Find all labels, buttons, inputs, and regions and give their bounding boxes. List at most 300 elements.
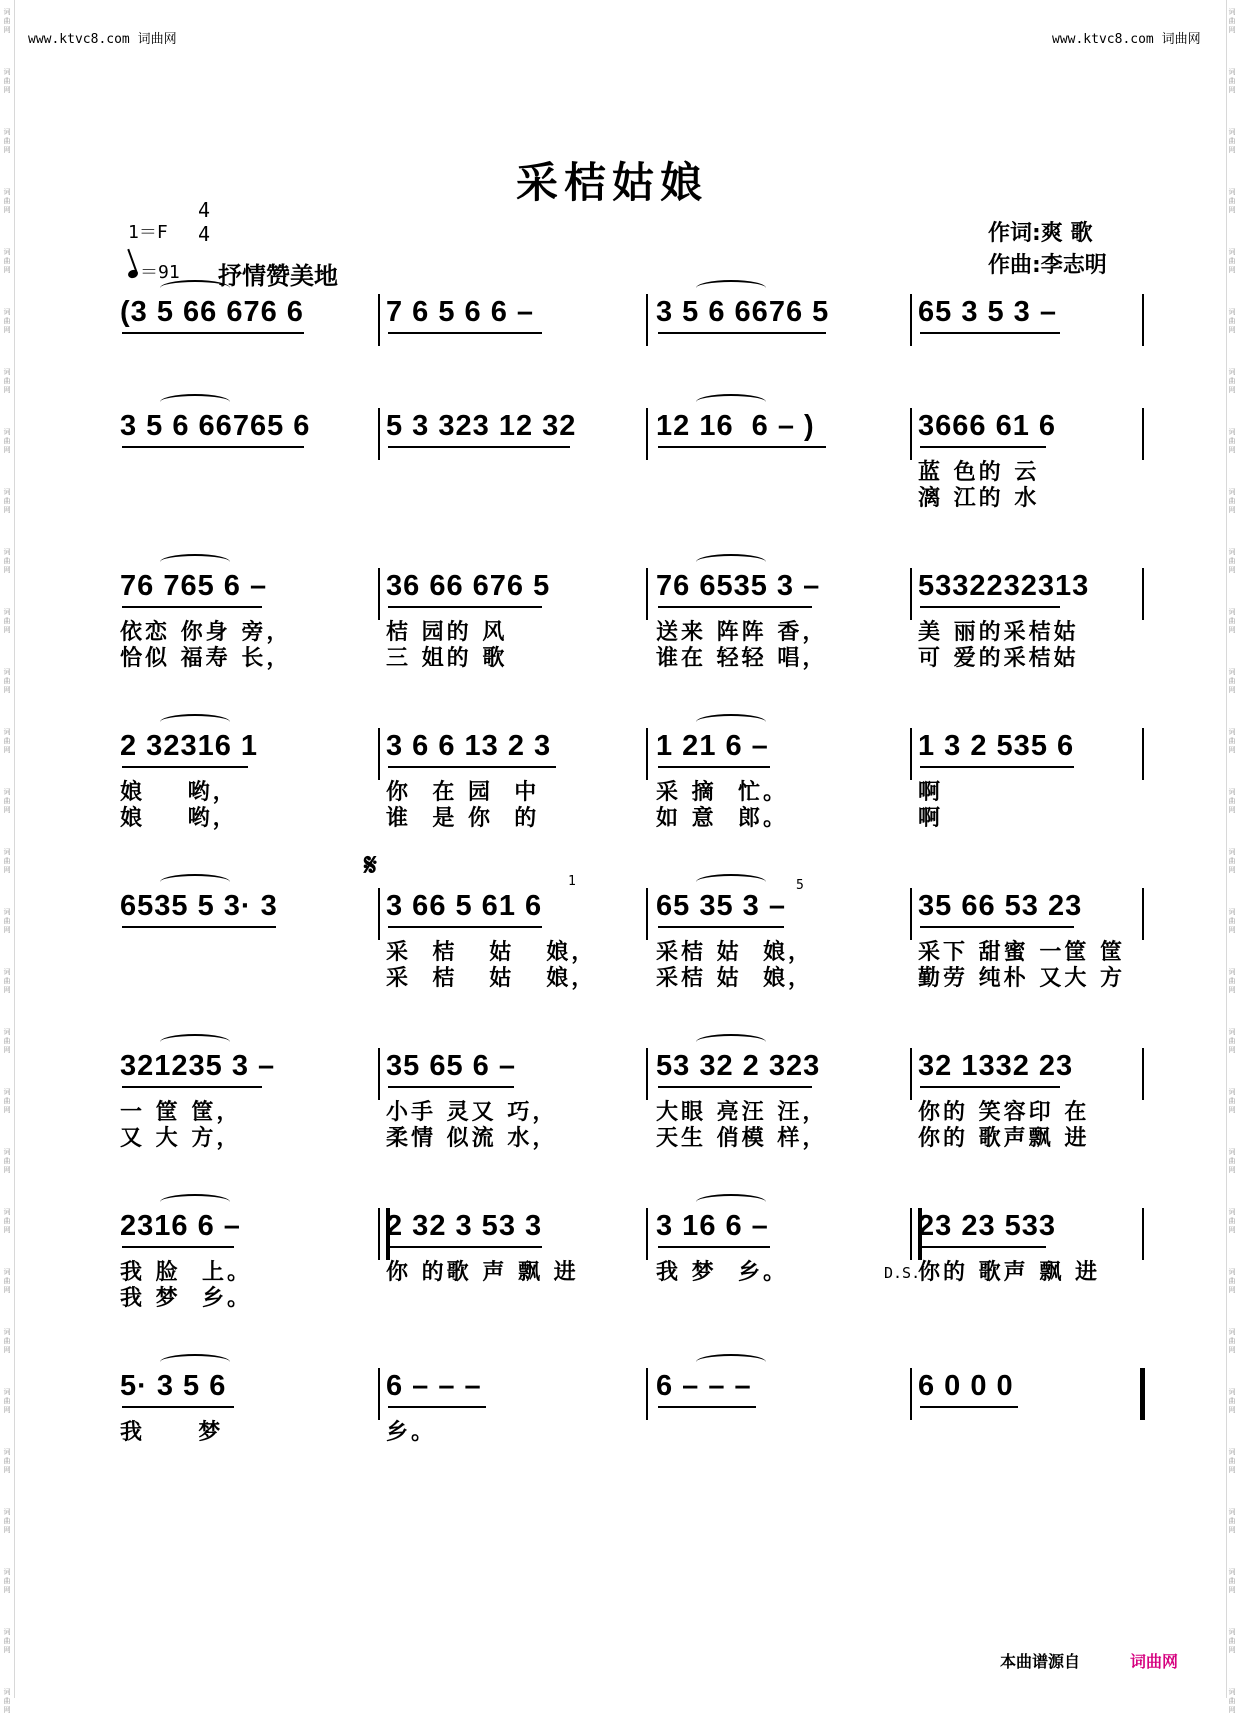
watermark-glyph: 曲 (1228, 797, 1236, 805)
watermark-glyph: 词 (3, 728, 11, 736)
watermark-glyph: 曲 (1228, 77, 1236, 85)
watermark-glyph: 曲 (1228, 1517, 1236, 1525)
lyric-line-2: 勤劳 纯朴 又大 方 (918, 966, 1125, 991)
score-row (0, 890, 1224, 1030)
beam-underline (122, 332, 304, 334)
barline (646, 294, 648, 346)
watermark-glyph: 词 (1228, 248, 1236, 256)
watermark-glyph: 网 (3, 1586, 11, 1594)
watermark-glyph: 曲 (3, 77, 11, 85)
watermark-glyph: 曲 (1228, 977, 1236, 985)
beam-underline (920, 1246, 1046, 1248)
watermark-glyph: 网 (1228, 986, 1236, 994)
watermark-glyph: 词 (3, 608, 11, 616)
watermark-glyph: 曲 (1228, 257, 1236, 265)
watermark-glyph: 词 (1228, 188, 1236, 196)
beam-underline (388, 1246, 542, 1248)
barline (1142, 408, 1144, 460)
segno-sign: 𝄋 (364, 848, 377, 883)
watermark-glyph: 曲 (3, 857, 11, 865)
watermark-glyph: 曲 (3, 197, 11, 205)
composer-credit: 作曲:李志明 (988, 253, 1107, 278)
slur-arc (696, 1034, 766, 1050)
measure-notes: 32 1332 23 (918, 1050, 1074, 1082)
slur-arc (160, 1194, 230, 1210)
watermark-glyph: 曲 (1228, 437, 1236, 445)
score-row (0, 1050, 1224, 1190)
watermark-glyph: 曲 (1228, 557, 1236, 565)
watermark-glyph: 曲 (1228, 497, 1236, 505)
lyric-line-1: 我 梦 乡。 (656, 1260, 788, 1285)
barline (910, 294, 912, 346)
barline (910, 568, 912, 620)
lyric-line-1: 你 的歌 声 飘 进 (386, 1260, 579, 1285)
watermark-glyph: 网 (1228, 1526, 1236, 1534)
key-signature: 1＝F (128, 222, 168, 243)
watermark-glyph: 曲 (1228, 1577, 1236, 1585)
beam-underline (920, 926, 1074, 928)
watermark-glyph: 网 (1228, 1586, 1236, 1594)
measure-notes: 3 6 6 13 2 3 (386, 730, 552, 762)
watermark-glyph: 网 (1228, 326, 1236, 334)
beam-underline (920, 766, 1074, 768)
measure-notes: 5332232313 (918, 570, 1090, 602)
beam-underline (658, 926, 784, 928)
lyric-line-1: 采桔 姑 娘， (656, 940, 813, 965)
watermark-glyph: 曲 (3, 557, 11, 565)
barline (378, 294, 380, 346)
measure-notes: 1 21 6 – (656, 730, 769, 762)
beam-underline (388, 766, 556, 768)
watermark-glyph: 网 (1228, 746, 1236, 754)
measure-notes: 2 32316 1 (120, 730, 259, 762)
expression-marking: 抒情赞美地 (218, 262, 338, 290)
watermark-glyph: 曲 (1228, 1037, 1236, 1045)
watermark-glyph: 曲 (1228, 17, 1236, 25)
barline (1142, 888, 1144, 940)
watermark-glyph: 网 (1228, 1406, 1236, 1414)
watermark-glyph: 词 (3, 428, 11, 436)
watermark-glyph: 词 (1228, 488, 1236, 496)
watermark-glyph: 曲 (1228, 197, 1236, 205)
watermark-glyph: 网 (3, 146, 11, 154)
slur-arc (160, 280, 230, 296)
watermark-glyph: 网 (3, 1166, 11, 1174)
watermark-glyph: 词 (1228, 1568, 1236, 1576)
watermark-glyph: 网 (3, 1226, 11, 1234)
watermark-glyph: 词 (1228, 1628, 1236, 1636)
barline (1142, 568, 1144, 620)
score-row (0, 570, 1224, 710)
watermark-glyph: 网 (3, 1406, 11, 1414)
watermark-glyph: 网 (3, 686, 11, 694)
watermark-glyph: 网 (1228, 266, 1236, 274)
footer-brand-link[interactable]: 词曲网 (1130, 1652, 1179, 1671)
slur-arc (160, 874, 230, 890)
slur-arc (696, 554, 766, 570)
watermark-glyph: 曲 (1228, 917, 1236, 925)
watermark-glyph: 网 (1228, 1166, 1236, 1174)
lyric-line-2: 如 意 郎。 (656, 806, 788, 831)
watermark-glyph: 曲 (3, 1697, 11, 1705)
measure-notes: 2 32 3 53 3 (386, 1210, 543, 1242)
lyric-line-1: 你 在 园 中 (386, 780, 540, 805)
watermark-glyph: 网 (1228, 1346, 1236, 1354)
beam-underline (122, 926, 276, 928)
watermark-glyph: 词 (3, 1388, 11, 1396)
watermark-glyph: 曲 (3, 1037, 11, 1045)
watermark-glyph: 词 (3, 1028, 11, 1036)
watermark-glyph: 曲 (3, 1337, 11, 1345)
watermark-glyph: 词 (1228, 608, 1236, 616)
watermark-glyph: 词 (1228, 128, 1236, 136)
lyric-line-2: 谁 是 你 的 (386, 806, 540, 831)
watermark-glyph: 网 (1228, 1286, 1236, 1294)
watermark-glyph: 曲 (3, 677, 11, 685)
watermark-glyph: 曲 (3, 617, 11, 625)
barline (646, 568, 648, 620)
watermark-glyph: 曲 (3, 437, 11, 445)
barline (910, 408, 912, 460)
watermark-glyph: 词 (3, 1508, 11, 1516)
barline (646, 728, 648, 780)
watermark-glyph: 曲 (1228, 1697, 1236, 1705)
lyric-line-2: 采桔 姑 娘， (656, 966, 813, 991)
volta-mark-1: 1 (568, 874, 576, 889)
beam-underline (122, 606, 262, 608)
volta-mark-2: 5 (796, 878, 804, 893)
barline (378, 728, 380, 780)
barline (646, 408, 648, 460)
watermark-glyph: 曲 (3, 917, 11, 925)
time-signature: 4 4 (198, 198, 211, 246)
watermark-glyph: 曲 (3, 1097, 11, 1105)
lyric-line-1: 啊 (918, 780, 944, 805)
watermark-glyph: 曲 (1228, 1637, 1236, 1645)
watermark-glyph: 网 (1228, 926, 1236, 934)
watermark-glyph: 曲 (3, 1637, 11, 1645)
score-row (0, 410, 1224, 550)
watermark-glyph: 曲 (1228, 1397, 1236, 1405)
lyric-line-2: 娘 哟， (120, 806, 238, 831)
lyric-line-2: 谁在 轻轻 唱， (656, 646, 828, 671)
barline (378, 568, 380, 620)
watermark-glyph: 词 (3, 68, 11, 76)
watermark-glyph: 网 (3, 1106, 11, 1114)
watermark-glyph: 曲 (1228, 617, 1236, 625)
barline (378, 1048, 380, 1100)
lyric-line-2: 柔情 似流 水， (386, 1126, 558, 1151)
watermark-glyph: 曲 (3, 1217, 11, 1225)
watermark-glyph: 网 (1228, 1646, 1236, 1654)
watermark-glyph: 网 (1228, 146, 1236, 154)
measure-notes: 35 66 53 23 (918, 890, 1083, 922)
lyric-line-1: 你的 歌声 飘 进 (918, 1260, 1100, 1285)
watermark-glyph: 词 (1228, 908, 1236, 916)
lyric-line-1: 娘 哟， (120, 780, 238, 805)
watermark-glyph: 网 (3, 566, 11, 574)
beam-underline (122, 1406, 234, 1408)
watermark-glyph: 网 (1228, 686, 1236, 694)
watermark-glyph: 词 (3, 8, 11, 16)
beam-underline (658, 446, 826, 448)
barline (1142, 1208, 1144, 1260)
watermark-glyph: 曲 (3, 317, 11, 325)
lyric-line-2: 啊 (918, 806, 944, 831)
lyric-line-1: 一 筐 筐， (120, 1100, 242, 1125)
beam-underline (388, 446, 570, 448)
footer-source: 本曲谱源自 词曲网 (1000, 1652, 1179, 1671)
lyric-line-2: 采 桔 姑 娘， (386, 966, 597, 991)
watermark-glyph: 网 (3, 446, 11, 454)
measure-notes: 3 5 6 6676 5 (656, 296, 830, 328)
watermark-glyph: 词 (1228, 848, 1236, 856)
watermark-glyph: 词 (3, 1088, 11, 1096)
watermark-glyph: 网 (1228, 206, 1236, 214)
watermark-glyph: 词 (3, 128, 11, 136)
watermark-glyph: 曲 (3, 1457, 11, 1465)
watermark-glyph: 词 (3, 1568, 11, 1576)
measure-notes: 35 65 6 – (386, 1050, 516, 1082)
watermark-glyph: 曲 (1228, 377, 1236, 385)
watermark-glyph: 网 (3, 1046, 11, 1054)
watermark-glyph: 曲 (3, 1157, 11, 1165)
lyric-line-2: 漓 江的 水 (918, 486, 1040, 511)
lyric-line-1: 你的 笑容印 在 (918, 1100, 1090, 1125)
lyricist-credit: 作词:爽 歌 (988, 221, 1093, 246)
watermark-glyph: 网 (3, 506, 11, 514)
lyric-line-1: 送来 阵阵 香， (656, 620, 828, 645)
watermark-glyph: 网 (1228, 866, 1236, 874)
watermark-glyph: 词 (3, 788, 11, 796)
measure-notes: 6 – – – (386, 1370, 482, 1402)
watermark-glyph: 词 (3, 308, 11, 316)
song-title: 采桔姑娘 (515, 158, 708, 207)
watermark-glyph: 词 (3, 968, 11, 976)
barline (1138, 1368, 1145, 1420)
watermark-glyph: 词 (1228, 368, 1236, 376)
watermark-glyph: 网 (3, 806, 11, 814)
slur-arc (696, 874, 766, 890)
lyric-line-1: 依恋 你身 旁， (120, 620, 292, 645)
watermark-glyph: 曲 (3, 737, 11, 745)
beam-underline (122, 766, 248, 768)
watermark-glyph: 词 (3, 1328, 11, 1336)
watermark-glyph: 曲 (3, 257, 11, 265)
measure-notes: 3 66 5 61 6 (386, 890, 543, 922)
lyric-line-2: 三 姐的 歌 (386, 646, 508, 671)
watermark-glyph: 网 (3, 266, 11, 274)
lyric-line-1: 小手 灵又 巧， (386, 1100, 558, 1125)
watermark-glyph: 词 (1228, 1508, 1236, 1516)
slur-arc (160, 394, 230, 410)
measure-notes: 65 35 3 – (656, 890, 786, 922)
watermark-glyph: 网 (1228, 626, 1236, 634)
barline (646, 1208, 648, 1260)
lyric-line-1: 大眼 亮汪 汪， (656, 1100, 828, 1125)
watermark-glyph: 网 (3, 326, 11, 334)
barline (910, 888, 912, 940)
watermark-glyph: 词 (3, 1628, 11, 1636)
measure-notes: 2316 6 – (120, 1210, 241, 1242)
watermark-glyph: 曲 (3, 377, 11, 385)
lyric-line-2: 天生 俏模 样， (656, 1126, 828, 1151)
barline (378, 888, 380, 940)
barline (378, 408, 380, 460)
slur-arc (696, 1194, 766, 1210)
tempo-marking: ＝91 (128, 258, 180, 284)
watermark-glyph: 网 (3, 626, 11, 634)
lyric-line-2: 可 爱的采桔姑 (918, 646, 1079, 671)
watermark-glyph: 网 (3, 1526, 11, 1534)
watermark-glyph: 曲 (1228, 1457, 1236, 1465)
watermark-glyph: 曲 (1228, 857, 1236, 865)
watermark-glyph: 网 (3, 386, 11, 394)
watermark-glyph: 网 (1228, 86, 1236, 94)
watermark-glyph: 词 (1228, 308, 1236, 316)
slur-arc (696, 394, 766, 410)
header-url-right[interactable]: www.ktvc8.com 词曲网 (1052, 32, 1201, 47)
watermark-glyph: 网 (3, 1286, 11, 1294)
barline (1142, 294, 1144, 346)
lyric-line-1: 采 桔 姑 娘， (386, 940, 597, 965)
watermark-glyph: 网 (1228, 1046, 1236, 1054)
measure-notes: 6535 5 3· 3 (120, 890, 278, 922)
watermark-glyph: 曲 (3, 137, 11, 145)
watermark-glyph: 网 (3, 746, 11, 754)
header-url-left[interactable]: www.ktvc8.com 词曲网 (28, 32, 177, 47)
watermark-glyph: 网 (1228, 806, 1236, 814)
beam-underline (920, 332, 1060, 334)
lyric-line-1: 蓝 色的 云 (918, 460, 1040, 485)
watermark-glyph: 网 (1228, 386, 1236, 394)
watermark-glyph: 词 (3, 548, 11, 556)
watermark-glyph: 曲 (1228, 317, 1236, 325)
watermark-glyph: 词 (3, 188, 11, 196)
lyric-line-1: 我 脸 上。 (120, 1260, 252, 1285)
barline (646, 1048, 648, 1100)
barline (1142, 1048, 1144, 1100)
watermark-glyph: 词 (1228, 428, 1236, 436)
measure-notes: 5· 3 5 6 (120, 1370, 227, 1402)
quarter-note-icon (127, 269, 139, 280)
measure-notes: 321235 3 – (120, 1050, 276, 1082)
score-row (0, 1210, 1224, 1350)
watermark-glyph: 网 (3, 986, 11, 994)
watermark-glyph: 词 (3, 368, 11, 376)
watermark-glyph: 词 (1228, 1208, 1236, 1216)
watermark-glyph: 词 (1228, 1148, 1236, 1156)
measure-notes: 6 – – – (656, 1370, 752, 1402)
measure-notes: 12 16 6 – ) (656, 410, 815, 442)
lyric-line-1: 我 梦 (120, 1420, 224, 1445)
watermark-glyph: 词 (3, 848, 11, 856)
lyric-line-1: 桔 园的 风 (386, 620, 508, 645)
watermark-glyph: 曲 (1228, 1097, 1236, 1105)
watermark-glyph: 曲 (3, 1277, 11, 1285)
watermark-glyph: 词 (1228, 1028, 1236, 1036)
measure-notes: 76 765 6 – (120, 570, 268, 602)
beam-underline (122, 1086, 262, 1088)
beam-underline (658, 332, 826, 334)
watermark-glyph: 网 (3, 866, 11, 874)
watermark-glyph: 网 (1228, 1226, 1236, 1234)
watermark-glyph: 网 (3, 1646, 11, 1654)
barline (910, 728, 912, 780)
watermark-glyph: 曲 (3, 977, 11, 985)
watermark-glyph: 曲 (1228, 1157, 1236, 1165)
measure-notes: 3 5 6 66765 6 (120, 410, 311, 442)
watermark-glyph: 网 (1228, 26, 1236, 34)
beam-underline (388, 926, 542, 928)
watermark-glyph: 网 (3, 206, 11, 214)
measure-notes: (3 5 66 676 6 (120, 296, 304, 328)
slur-arc (160, 1034, 230, 1050)
watermark-glyph: 网 (1228, 1466, 1236, 1474)
watermark-glyph: 词 (1228, 1388, 1236, 1396)
barline (910, 1048, 912, 1100)
slur-arc (160, 1354, 230, 1370)
lyric-line-1: 采 摘 忙。 (656, 780, 788, 805)
watermark-glyph: 词 (3, 1268, 11, 1276)
measure-notes: 23 23 533 (918, 1210, 1057, 1242)
measure-notes: 6 0 0 0 (918, 1370, 1014, 1402)
slur-arc (696, 714, 766, 730)
watermark-glyph: 词 (1228, 548, 1236, 556)
measure-notes: 53 32 2 323 (656, 1050, 821, 1082)
beam-underline (658, 1406, 756, 1408)
watermark-glyph: 曲 (1228, 137, 1236, 145)
lyric-line-1: 采下 甜蜜 一筐 筐 (918, 940, 1125, 965)
watermark-glyph: 词 (1228, 1448, 1236, 1456)
dal-segno-mark: D.S. (884, 1264, 921, 1282)
lyric-line-1: 乡。 (386, 1420, 437, 1445)
watermark-glyph: 词 (3, 1688, 11, 1696)
beam-underline (658, 1086, 812, 1088)
beam-underline (122, 1246, 234, 1248)
watermark-glyph: 网 (1228, 446, 1236, 454)
barline (910, 1368, 912, 1420)
measure-notes: 65 3 5 3 – (918, 296, 1057, 328)
watermark-glyph: 曲 (1228, 737, 1236, 745)
slur-arc (696, 280, 766, 296)
watermark-glyph: 曲 (3, 1577, 11, 1585)
watermark-glyph: 曲 (3, 1397, 11, 1405)
beam-underline (388, 606, 542, 608)
slur-arc (160, 714, 230, 730)
lyric-line-2: 恰似 福寿 长， (120, 646, 292, 671)
watermark-glyph: 网 (3, 1706, 11, 1714)
slur-arc (696, 1354, 766, 1370)
watermark-glyph: 曲 (1228, 1337, 1236, 1345)
watermark-glyph: 词 (3, 248, 11, 256)
lyric-line-2: 你的 歌声飘 进 (918, 1126, 1090, 1151)
barline (1142, 728, 1144, 780)
beam-underline (920, 606, 1060, 608)
watermark-glyph: 词 (1228, 1088, 1236, 1096)
barline (378, 1368, 380, 1420)
barline (646, 888, 648, 940)
watermark-glyph: 网 (1228, 1106, 1236, 1114)
beam-underline (658, 1246, 770, 1248)
watermark-glyph: 网 (1228, 566, 1236, 574)
watermark-glyph: 词 (3, 1448, 11, 1456)
measure-notes: 1 3 2 535 6 (918, 730, 1075, 762)
lyric-line-2: 又 大 方， (120, 1126, 242, 1151)
beam-underline (658, 606, 812, 608)
lyric-line-2: 我 梦 乡。 (120, 1286, 252, 1311)
measure-notes: 3666 61 6 (918, 410, 1057, 442)
